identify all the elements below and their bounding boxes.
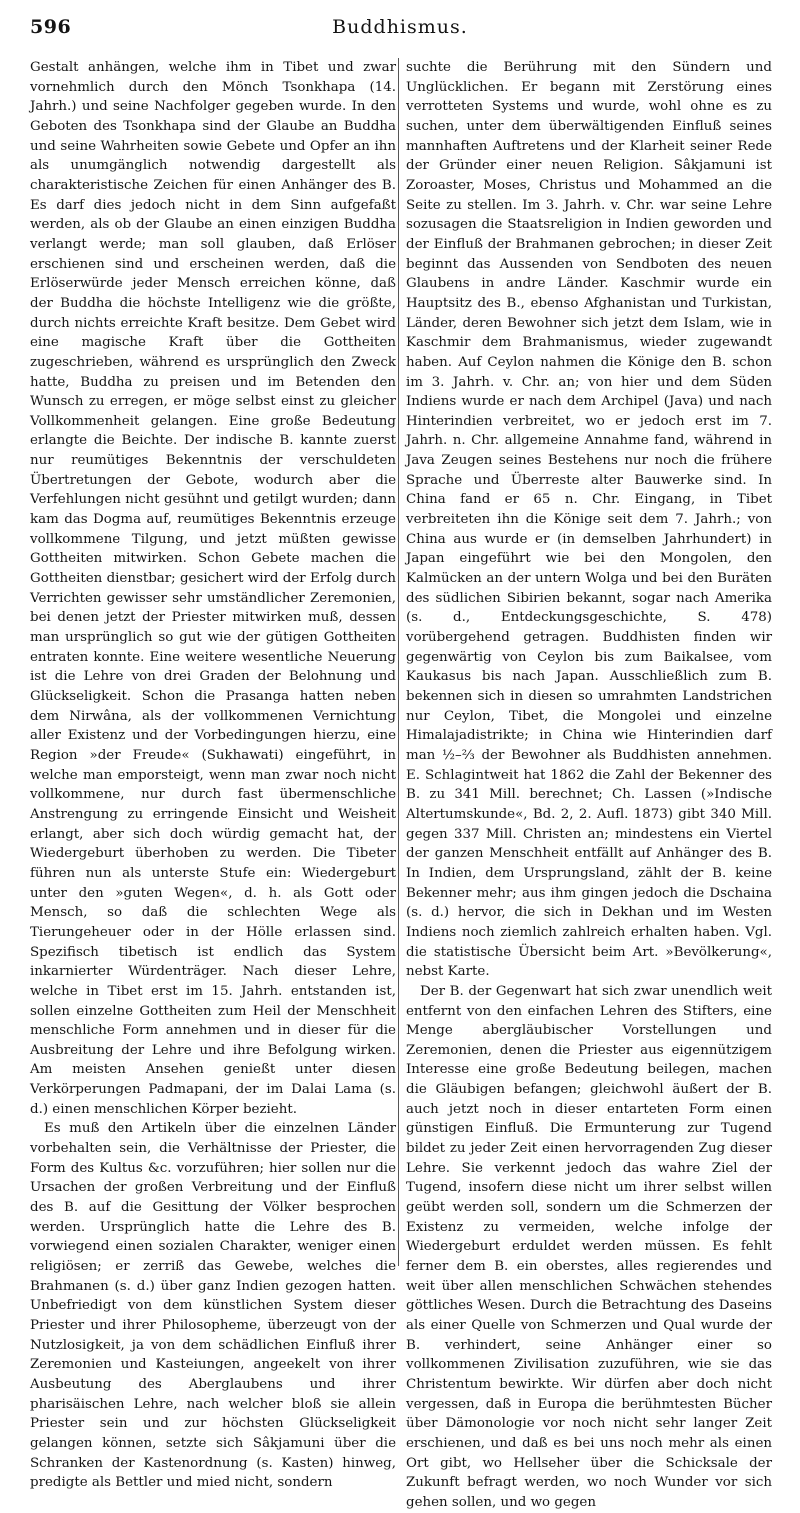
page-header: [30, 14, 770, 46]
running-title: Buddhismus.: [332, 16, 468, 38]
right-paragraph-1: suchte die Berührung mit den Sündern und Unglücklichen. Er begann mit Zerstörung eines verrotteten Systems und wurde, wohl ohne es zu suchen, unter dem überwältigenden Einfluß seines mannhaften Auftretens und der Klarheit seiner Rede der Gründer einer neuen Religion. Sâkjamuni ist Zoroaster, Moses, Christus und Mohammed an die Seite zu stellen. Im 3. Jahrh. v. Chr. war seine Lehre sozusagen die Staatsreligion in Indien geworden und der Einfluß der Brahmanen gebrochen; in dieser Zeit beginnt das Aussenden von Sendboten des neuen Glaubens in andre Länder. Kaschmir wurde ein Hauptsitz des B., ebenso Afghanistan und Turkistan, Länder, deren Bewohner sich jetzt dem Islam, wie in Kaschmir dem Brahmanismus, wieder zugewandt haben. Auf Ceylon nahmen die Könige den B. schon im 3. Jahrh. v. Chr. an; von hier und dem Süden Indiens wurde er nach dem Archipel (Java) und nach Hinterindien verbreitet, wo er jedoch erst im 7. Jahrh. n. Chr. allgemeine Annahme fand, während in Java Zeugen seines Bestehens nur noch die frühere Sprache und Überreste alter Bauwerke sind. In China fand er 65 n. Chr. Eingang, in Tibet verbreiteten ihn die Könige seit dem 7. Jahrh.; von China aus wurde er (in demselben Jahrhundert) in Japan eingeführt wie bei den Mongolen, den Kalmücken an der untern Wolga und bei den Buräten des südlichen Sibirien bekannt, sogar nach Amerika (s. d., Entdeckungsgeschichte, S. 478) vorübergehend getragen. Buddhisten finden wir gegenwärtig von Ceylon bis zum Baikalsee, vom Kaukasus bis nach Japan. Ausschließlich zum B. bekennen sich in diesen so umrahmten Landstrichen nur Ceylon, Tibet, die Mongolei und einzelne Himalajadistrikte; in China wie Hinterindien darf man ½–⅔ der Bewohner als Buddhisten annehmen. E. Schlagintweit hat 1862 die Zahl der Bekenner des B. zu 341 Mill. berechnet; Ch. Lassen (»Indische Altertumskunde«, Bd. 2, 2. Aufl. 1873) gibt 340 Mill. gegen 337 Mill. Christen an; mindestens ein Viertel der ganzen Menschheit entfällt auf Anhänger des B. In Indien, dem Ursprungsland, zählt der B. keine Bekenner mehr; aus ihm gingen jedoch die Dschaina (s. d.) hervor, die sich in Dekhan und im Westen Indiens noch ziemlich zahlreich erhalten haben. Vgl. die statistische Übersicht beim Art. »Bevölkerung«, nebst Karte.: [406, 60, 772, 980]
page-number: 596: [30, 16, 72, 38]
column-divider: [398, 58, 399, 1266]
right-column: [406, 58, 772, 1510]
left-paragraph-1: Gestalt anhängen, welche ihm in Tibet und zwar vornehmlich durch den Mönch Tsonkhapa (14. Jahrh.) und seine Nachfolger gegeben wurde. In den Geboten des Tsonkhapa sind der Glaube an Buddha und seine Wahrheiten sowie Gebete und Opfer an ihn als unumgänglich notwendig dargestellt als charakteristische Zeichen für einen Anhänger des B. Es darf dies jedoch nicht in dem Sinn aufgefaßt werden, als ob der Glaube an einen einzigen Buddha verlangt werde; man soll glauben, daß Erlöser erschienen sind und erscheinen werden, daß die Erlöserwürde jeder Mensch erreichen könne, daß der Buddha die höchste Intelligenz wie die größte, durch nichts erreichte Kraft besitze. Dem Gebet wird eine magische Kraft über die Gottheiten zugeschrieben, während es ursprünglich den Zweck hatte, Buddha zu preisen und im Betenden den Wunsch zu erregen, er möge selbst einst zu gleicher Vollkommenheit gelangen. Eine große Bedeutung erlangte die Beichte. Der indische B. kannte zuerst nur reumütiges Bekenntnis der verschuldeten Übertretungen der Gebote, wodurch aber die Verfehlungen nicht gesühnt und getilgt wurden; dann kam das Dogma auf, reumütiges Bekenntnis erzeuge vollkommene Tilgung, und jetzt müßten gewisse Gottheiten mitwirken. Schon Gebete machen die Gottheiten dienstbar; gesichert wird der Erfolg durch Verrichten gewisser sehr umständlicher Zeremonien, bei denen jetzt der Priester mitwirken muß, dessen man ursprünglich so gut wie der gütigen Gottheiten entraten konnte. Eine weitere wesentliche Neuerung ist die Lehre von drei Graden der Belohnung und Glückseligkeit. Schon die Prasanga hatten neben dem Nirwâna, als der vollkommenen Vernichtung aller Existenz und der Vorbedingungen hierzu, eine Region »der Freude« (Sukhawati) eingeführt, in welche man emporsteigt, wenn man zwar noch nicht vollkommene, nur durch fast übermenschliche Anstrengung zu erringende Einsicht und Weisheit erlangt, aber sich doch würdig gemacht hat, der Wiedergeburt überhoben zu werden. Die Tibeter führen nun als unterste Stufe ein: Wiedergeburt unter den »guten Wegen«, d. h. als Gott oder Mensch, so daß die schlechten Wege als Tierungeheuer oder in der Hölle erlassen sind. Spezifisch tibetisch ist endlich das System inkarnierter Würdenträger. Nach dieser Lehre, welche in Tibet erst im 15. Jahrh. entstanden ist, sollen einzelne Gottheiten zum Heil der Menschheit menschliche Form annehmen und in dieser für die Ausbreitung der Lehre und ihre Befolgung wirken. Am meisten Ansehen genießt unter diesen Verkörperungen Padmapani, der im Dalai Lama (s. d.) einen menschlichen Körper bezieht.: [30, 60, 396, 1117]
right-paragraph-2: Der B. der Gegenwart hat sich zwar unendlich weit entfernt von den einfachen Lehren des Stifters, eine Menge abergläubischer Vorstellungen und Zeremonien, denen die Priester aus eigennützigem Interesse eine große Bedeutung beilegen, machen die Gläubigen befangen; gleichwohl äußert der B. auch jetzt noch in dieser entarteten Form einen günstigen Einfluß. Die Ermunterung zur Tugend bildet zu jeder Zeit einen hervorragenden Zug dieser Lehre. Sie verkennt jedoch das wahre Ziel der Tugend, insofern diese nicht um ihrer selbst willen geübt werden soll, sondern um die Schmerzen der Existenz zu vermeiden, welche infolge der Wiedergeburt erduldet werden müssen. Es fehlt ferner dem B. ein oberstes, alles regierendes und weit über allen menschlichen Schwächen stehendes göttliches Wesen. Durch die Betrachtung des Daseins als einer Quelle von Schmerzen und Qual wurde der B. verhindert, seine Anhänger einer so vollkommenen Zivilisation zuzuführen, wie sie das Christentum bewirkte. Wir dürfen aber doch nicht vergessen, daß in Europa die berühmtesten Bücher über Dämonologie vor noch nicht sehr langer Zeit erschienen, und daß es bei uns noch mehr als einen Ort gibt, wo Hellseher über die Schicksale der Zukunft befragt werden, wo noch Wunder vor sich gehen sollen, und wo gegen: [406, 983, 772, 1510]
left-column: [30, 58, 396, 1491]
left-paragraph-2: Es muß den Artikeln über die einzelnen Länder vorbehalten sein, die Verhältnisse der Priester, die Form des Kultus &c. vorzuführen; hier sollen nur die Ursachen der großen Verbreitung und der Einfluß des B. auf die Gesittung der Völker besprochen werden. Ursprünglich hatte die Lehre des B. vorwiegend einen sozialen Charakter, weniger einen religiösen; er zerriß das Gewebe, welches die Brahmanen (s. d.) über ganz Indien gezogen hatten. Unbefriedigt von dem künstlichen System dieser Priester und ihrer Philosopheme, überzeugt von der Nutzlosigkeit, ja von dem schädlichen Einfluß ihrer Zeremonien und Kasteiungen, angeekelt von ihrer Ausbeutung des Aberglaubens und ihrer pharisäischen Lehre, nach welcher bloß sie allein Priester sein und zur höchsten Glückseligkeit gelangen können, setzte sich Sâkjamuni über die Schranken der Kastenordnung (s. Kasten) hinweg, predigte als Bettler und mied nicht, sondern: [30, 1121, 396, 1491]
text-columns: [30, 58, 772, 1510]
